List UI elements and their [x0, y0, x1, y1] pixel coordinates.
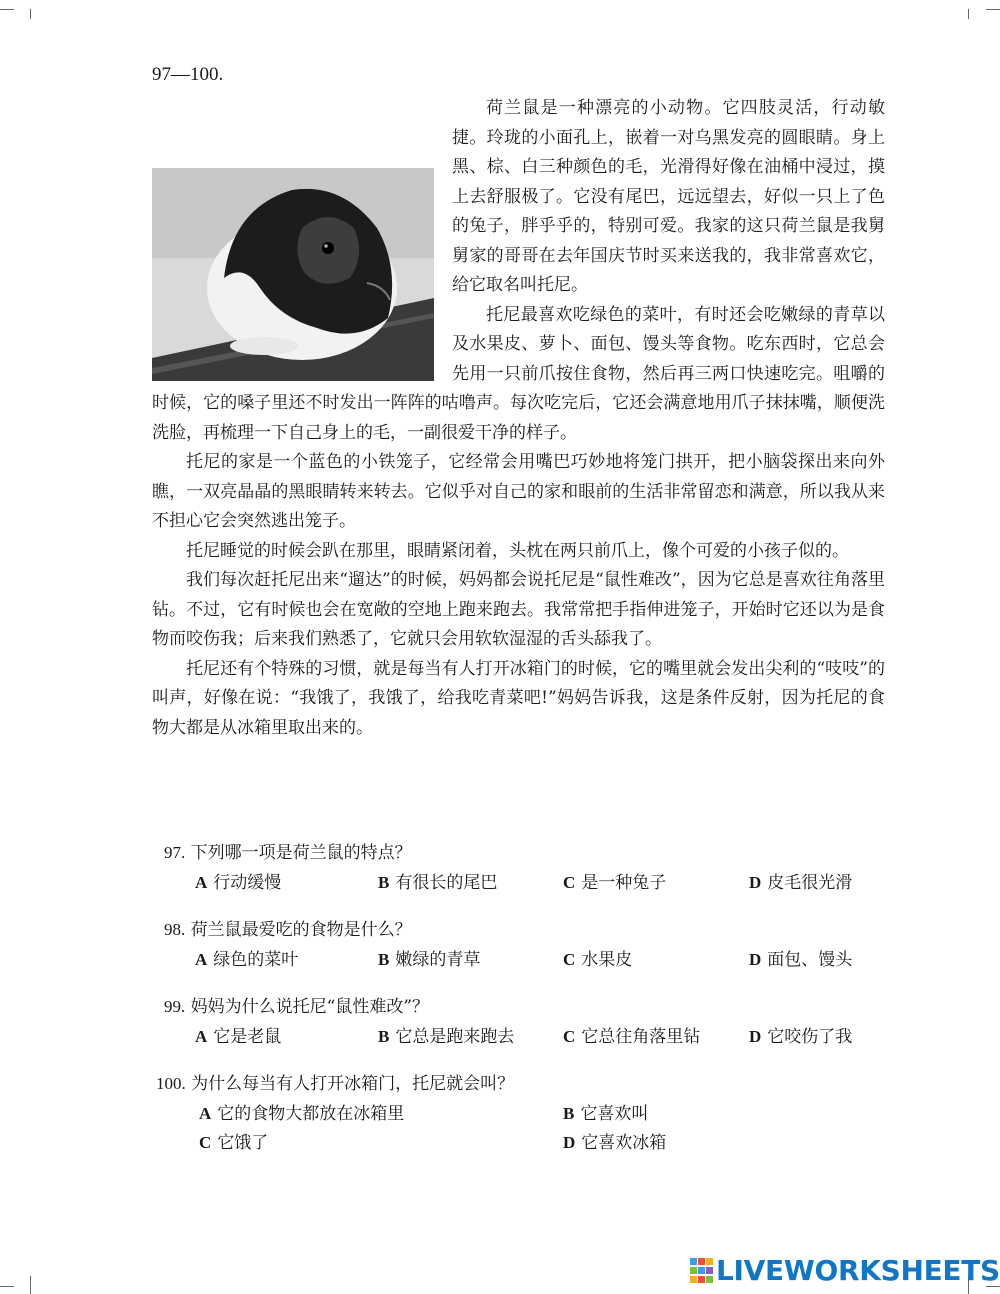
options-row [152, 868, 885, 898]
passage-paragraph: 托尼还有个特殊的习惯，就是每当有人打开冰箱门的时候，它的嘴里就会发出尖利的“吱吱”的叫声，好像在说：“我饿了，我饿了，给我吃青菜吧!”妈妈告诉我，这是条件反射，因为托尼的食物大都是从冰箱里取出来的。 [152, 658, 885, 738]
passage-paragraph: 托尼的家是一个蓝色的小铁笼子，它经常会用嘴巴巧妙地将笼门拱开，把小脑袋探出来向外瞧，一双亮晶晶的黑眼睛转来转去。它似乎对自己的家和眼前的生活非常留恋和满意，所以我从来不担心它会突然逃出笼子。 [152, 452, 885, 531]
question-range: 97—100. [152, 64, 224, 85]
worksheet-blocks-icon [690, 1258, 714, 1284]
passage-paragraph: 托尼最喜欢吃绿色的菜叶，有时还会吃嫩绿的青草以及水果皮、萝卜、面包、馒头等食物。吃东西时，它总会先用一只前爪按住食物，然后再三两口快速吃完。咀嚼的时候，它的嗓子里还不时发出一阵阵的咕噜声。每次吃完后，它还会满意地用爪子抹抹嘴，顺便洗洗脸，再梳理一下自己身上的毛，一副很爱干净的样子。 [152, 304, 885, 443]
guinea-pig-photo [152, 168, 434, 381]
question-list [152, 838, 885, 1174]
options-row [152, 1128, 885, 1157]
passage-paragraph: 托尼睡觉的时候会趴在那里，眼睛紧闭着，头枕在两只前爪上，像个可爱的小孩子似的。 [186, 540, 849, 561]
question-97 [152, 838, 885, 898]
option-b[interactable]: B 它喜欢叫 [563, 1104, 649, 1124]
crop-mark [986, 9, 1000, 10]
options-row [152, 1099, 885, 1128]
option-a[interactable]: A 行动缓慢 [195, 873, 282, 893]
option-c[interactable]: C 它总往角落里钻 [563, 1027, 701, 1047]
option-a[interactable]: A 绿色的菜叶 [195, 950, 299, 970]
option-b[interactable]: B 嫩绿的青草 [378, 950, 481, 970]
option-d[interactable]: D 皮毛很光滑 [749, 873, 853, 893]
crop-mark [30, 9, 31, 19]
question-number: 99. [164, 997, 186, 1016]
question-text: 荷兰鼠最爱吃的食物是什么？ [190, 920, 412, 940]
option-d[interactable]: D 面包、馒头 [749, 950, 853, 970]
reading-passage [152, 94, 885, 743]
question-text: 妈妈为什么说托尼“鼠性难改”？ [190, 997, 430, 1017]
question-100 [152, 1069, 885, 1157]
option-a[interactable]: A 它的食物大都放在冰箱里 [199, 1104, 405, 1124]
question-stem [152, 838, 885, 868]
option-c[interactable]: C 水果皮 [563, 950, 633, 970]
crop-mark [30, 1276, 31, 1294]
question-number: 100. [156, 1074, 186, 1093]
question-98 [152, 915, 885, 975]
question-stem [152, 915, 885, 945]
options-row [152, 1022, 885, 1052]
question-number: 97. [164, 843, 186, 862]
question-99 [152, 992, 885, 1052]
option-c[interactable]: C 它饿了 [199, 1133, 269, 1153]
options-row [152, 945, 885, 975]
option-c[interactable]: C 是一种兔子 [563, 873, 667, 893]
liveworksheets-logo [690, 1254, 1000, 1287]
option-d[interactable]: D 它咬伤了我 [749, 1027, 853, 1047]
option-d[interactable]: D 它喜欢冰箱 [563, 1133, 667, 1153]
passage-paragraph: 我们每次赶托尼出来“遛达”的时候，妈妈都会说托尼是“鼠性难改”，因为它总是喜欢往角落里钻。不过，它有时候也会在宽敞的空地上跑来跑去。我常常把手指伸进笼子，开始时它还以为是食物而咬伤我；后来我们熟悉了，它就只会用软软湿湿的舌头舔我了。 [152, 570, 885, 649]
crop-mark [968, 9, 969, 19]
crop-mark [0, 9, 14, 10]
question-stem [152, 992, 885, 1022]
logo-text: LIVEWORKSHEETS [716, 1254, 1000, 1287]
question-text: 下列哪一项是荷兰鼠的特点？ [190, 843, 412, 863]
question-text: 为什么每当有人打开冰箱门，托尼就会叫？ [191, 1074, 515, 1094]
question-stem [152, 1069, 885, 1099]
option-a[interactable]: A 它是老鼠 [195, 1027, 282, 1047]
question-number: 98. [164, 920, 186, 939]
option-b[interactable]: B 它总是跑来跑去 [378, 1027, 515, 1047]
option-b[interactable]: B 有很长的尾巴 [378, 873, 498, 893]
crop-mark [0, 1286, 14, 1287]
passage-paragraph: 荷兰鼠是一种漂亮的小动物。它四肢灵活，行动敏捷。玲珑的小面孔上，嵌着一对乌黑发亮的圆眼睛。身上黑、棕、白三种颜色的毛，光滑得好像在油桶中浸过，摸上去舒服极了。它没有尾巴，远远望去，好似一只上了色的兔子，胖乎乎的，特别可爱。我家的这只荷兰鼠是我舅舅家的哥哥在去年国庆节时买来送我的，我非常喜欢它，给它取名叫托尼。 [152, 94, 885, 301]
